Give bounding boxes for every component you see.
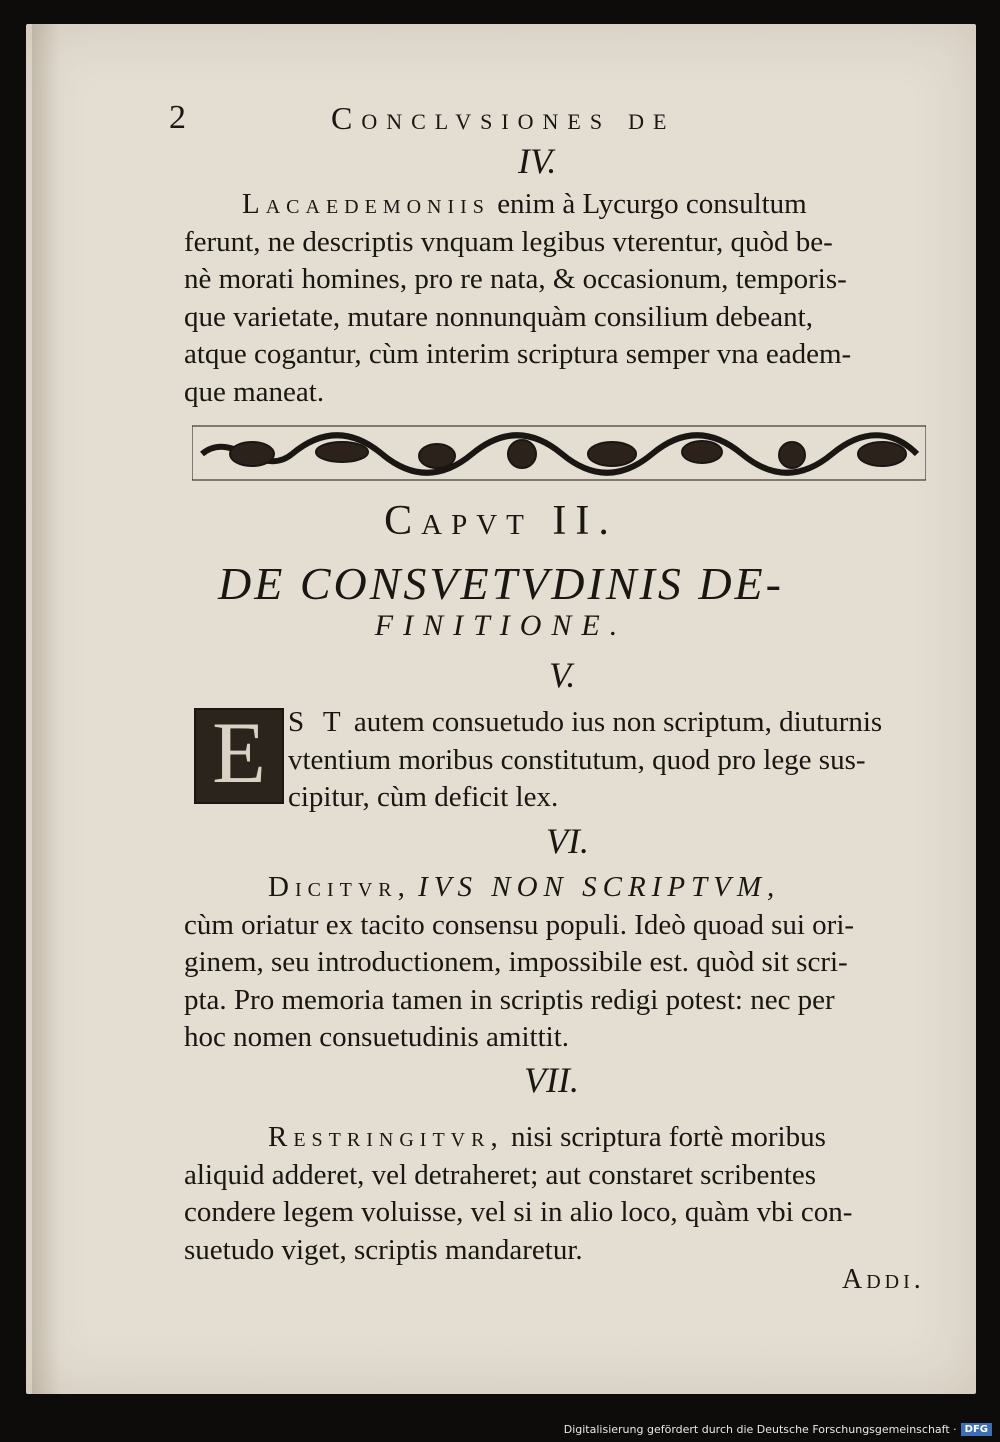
page-number: 2 <box>169 99 186 136</box>
catchword: Addi. <box>842 1264 925 1295</box>
chapter-title-continued: FINITIONE. <box>374 609 628 642</box>
ornamental-headpiece <box>192 424 926 482</box>
paragraph-line: aliquid adderet, vel detraheret; aut constaret scribentes <box>184 1158 817 1191</box>
digitization-credit <box>564 1423 992 1436</box>
section-numeral-v: V. <box>549 655 576 695</box>
paragraph-line: que varietate, mutare nonnunquàm consilium debeant, <box>184 300 813 333</box>
paragraph-vi <box>184 869 936 1057</box>
section-numeral-vii: VII. <box>524 1060 579 1100</box>
line-text: autem consuetudo ius non scriptum, diuturnis <box>353 706 883 738</box>
chapter-title: DE CONSVETVDINIS DE- <box>218 558 784 609</box>
paragraph-line: cùm oriatur ex tacito consensu populi. Ideò quoad sui ori- <box>184 908 855 941</box>
paragraph-line <box>184 869 936 907</box>
lead-word: Restringitvr, <box>268 1121 504 1153</box>
section-numeral-iv: IV. <box>518 141 557 181</box>
chapter-heading: Capvt II. <box>384 498 618 544</box>
decorated-initial: E <box>212 705 266 802</box>
paragraph-line: que maneat. <box>184 375 325 408</box>
paragraph-vii <box>184 1119 936 1269</box>
paragraph-line: pta. Pro memoria tamen in scriptis redigi potest: nec per <box>184 983 835 1016</box>
line-text: enim à Lycurgo consultum <box>497 188 807 220</box>
paragraph-line: ferunt, ne descriptis vnquam legibus vterentur, quòd be- <box>184 225 833 258</box>
running-title: Conclvsiones de <box>331 100 676 136</box>
lead-word: Lacaedemoniis <box>242 188 490 220</box>
paragraph-line <box>184 1119 936 1157</box>
paragraph-line: suetudo viget, scriptis mandaretur. <box>184 1233 583 1266</box>
lead-word: S T <box>288 706 347 738</box>
book-page <box>26 24 976 1394</box>
paragraph-line: atque cogantur, cùm interim scriptura semper vna eadem- <box>184 338 852 370</box>
paragraph-line <box>288 704 936 742</box>
paragraph-line: nè morati homines, pro re nata, & occasionum, temporis- <box>184 263 847 295</box>
paragraph-line: hoc nomen consuetudinis amittit. <box>184 1021 570 1053</box>
paragraph-line: cipitur, cùm deficit lex. <box>288 781 559 813</box>
dfg-logo: DFG <box>961 1423 992 1436</box>
paragraph-iv <box>184 186 936 411</box>
section-numeral-vi: VI. <box>546 821 589 861</box>
line-text: nisi scriptura fortè moribus <box>510 1121 826 1153</box>
lead-italic: IVS NON SCRIPTVM, <box>418 871 781 903</box>
paragraph-line: vtentium moribus constitutum, quod pro lege sus- <box>288 743 866 776</box>
paragraph-line <box>184 186 936 224</box>
credit-text: Digitalisierung gefördert durch die Deutsche Forschungsgemeinschaft · <box>563 1423 957 1436</box>
paragraph-v <box>288 704 936 817</box>
lead-word: Dicitvr, <box>268 871 411 903</box>
paragraph-line: condere legem voluisse, vel si in alio loco, quàm vbi con- <box>184 1196 853 1228</box>
paragraph-line: ginem, seu introductionem, impossibile est. quòd sit scri- <box>184 946 848 978</box>
